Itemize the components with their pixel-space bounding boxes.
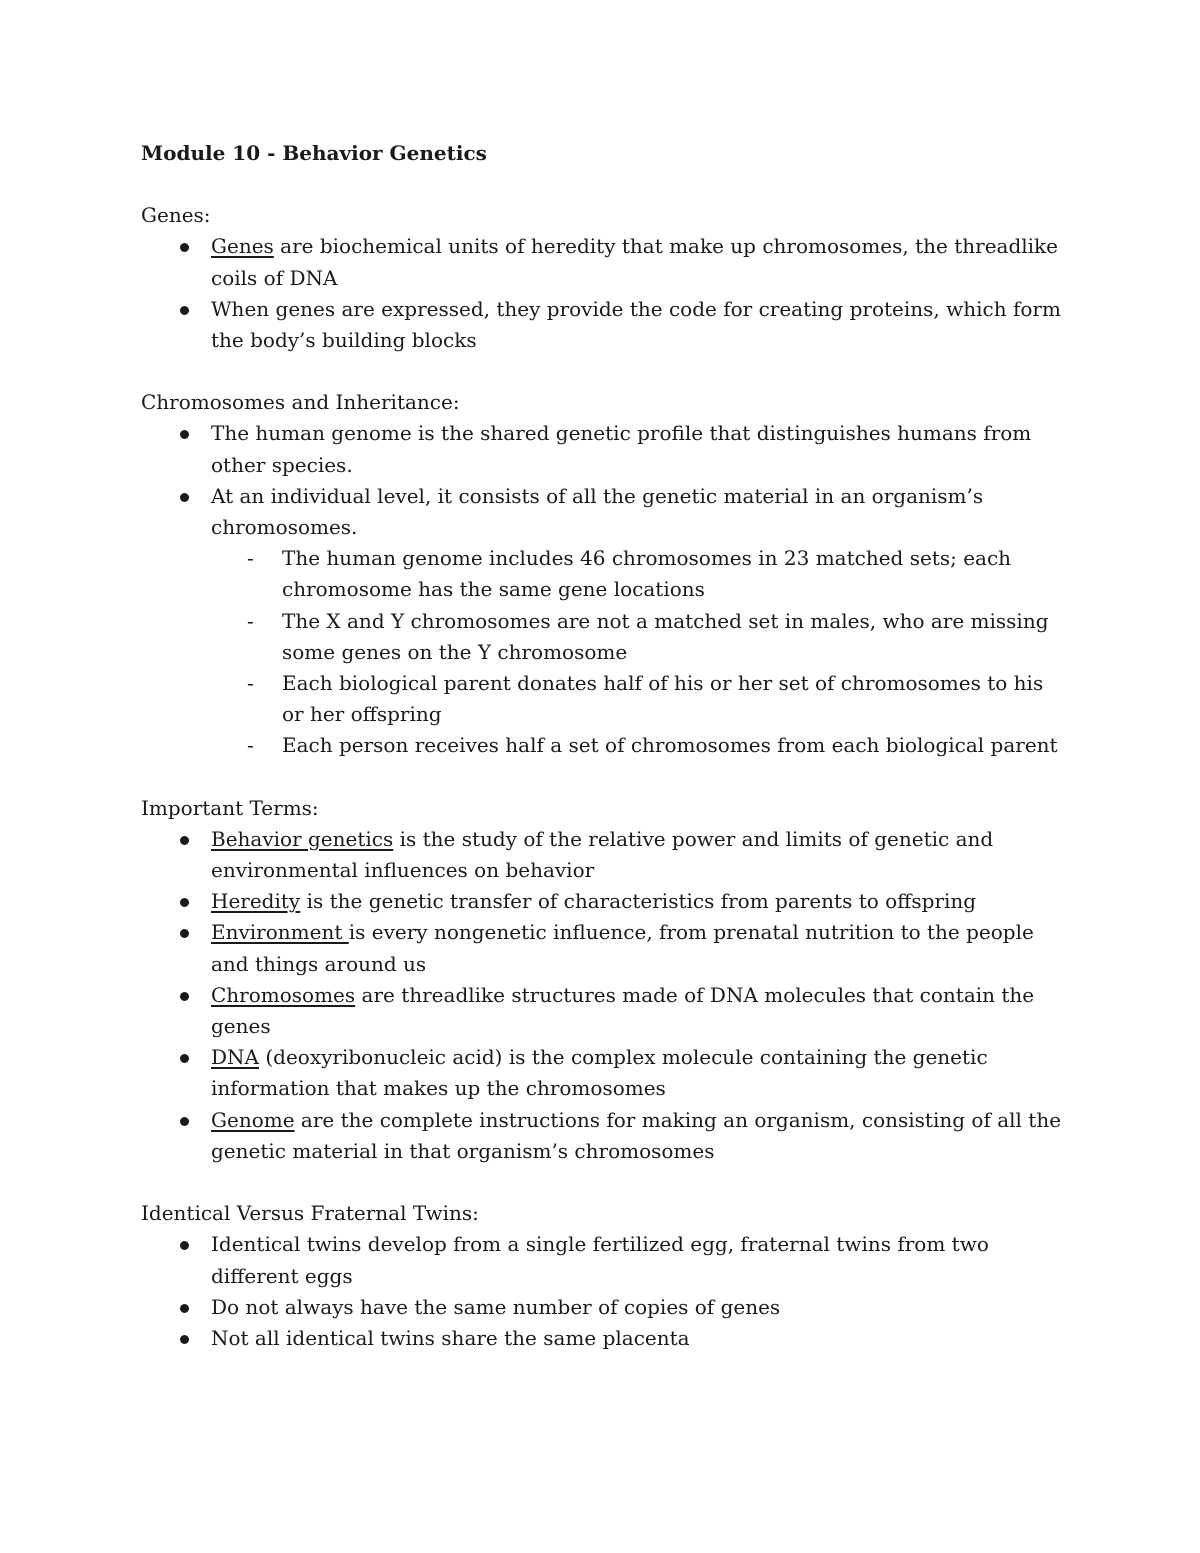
sub-list-item — [211, 543, 1071, 605]
sub-item-text: Each biological parent donates half of his or her set of chromosomes to his or her offspring — [282, 671, 1044, 727]
bullet-icon — [180, 1117, 189, 1126]
list-item — [141, 824, 1071, 886]
item-text: The human genome is the shared genetic profile that distinguishes humans from other species. — [211, 421, 1032, 477]
term-label: Chromosomes — [211, 982, 356, 1007]
bullet-list — [141, 231, 1071, 356]
list-item — [141, 917, 1071, 979]
section-heading: Important Terms: — [141, 795, 319, 820]
bullet-icon — [180, 493, 189, 502]
bullet-icon — [180, 430, 189, 439]
item-text: Do not always have the same number of copies of genes — [211, 1294, 781, 1319]
bullet-list — [141, 1229, 1071, 1354]
bullet-icon — [180, 243, 189, 252]
bullet-icon — [180, 992, 189, 1001]
sub-item-text: The X and Y chromosomes are not a matched set in males, who are missing some genes on the Y chromosome — [282, 608, 1049, 664]
bullet-icon — [180, 1054, 189, 1063]
term-label: Genome — [211, 1107, 295, 1132]
bullet-icon — [180, 306, 189, 315]
list-item — [141, 481, 1071, 762]
list-item — [141, 1229, 1071, 1291]
list-item — [141, 231, 1071, 293]
term-label: DNA — [211, 1045, 259, 1070]
term-label: Environment — [211, 920, 349, 945]
section-genes — [141, 200, 1071, 356]
dash-icon: - — [247, 733, 254, 758]
bullet-icon — [180, 898, 189, 907]
item-text: Identical twins develop from a single fertilized egg, fraternal twins from two different eggs — [211, 1232, 989, 1288]
bullet-icon — [180, 1304, 189, 1313]
list-item — [141, 418, 1071, 480]
page-title: Module 10 - Behavior Genetics — [141, 141, 487, 165]
list-item — [141, 980, 1071, 1042]
item-text: is the study of the relative power and limits of genetic and environmental influences on behavior — [211, 826, 994, 883]
sub-list-item — [211, 668, 1071, 730]
item-text: are biochemical units of heredity that make up chromosomes, the threadlike coils of DNA — [211, 234, 1059, 290]
list-item — [141, 294, 1071, 356]
item-text: are the complete instructions for making an organism, consisting of all the genetic material in that organism’s chromosomes — [211, 1107, 1062, 1163]
term-label: Genes — [211, 234, 274, 259]
item-text: is the genetic transfer of characteristics from parents to offspring — [300, 889, 977, 914]
section-heading: Chromosomes and Inheritance: — [141, 390, 460, 415]
section-twins — [141, 1198, 1071, 1354]
list-item — [141, 1292, 1071, 1323]
sub-list — [211, 543, 1071, 761]
item-text: are threadlike structures made of DNA molecules that contain the genes — [211, 982, 1035, 1039]
list-item — [141, 886, 1071, 917]
document-page — [141, 138, 1071, 1385]
section-important-terms — [141, 793, 1071, 1167]
bullet-list — [141, 418, 1071, 761]
bullet-list — [141, 824, 1071, 1167]
list-item — [141, 1105, 1071, 1167]
dash-icon: - — [247, 671, 254, 696]
term-label: Behavior genetics — [211, 826, 394, 851]
sub-item-text: Each person receives half a set of chromosomes from each biological parent — [282, 733, 1058, 758]
bullet-icon — [180, 836, 189, 845]
section-chromosomes — [141, 387, 1071, 761]
term-label: Heredity — [211, 889, 301, 914]
list-item — [141, 1323, 1071, 1354]
section-heading: Identical Versus Fraternal Twins: — [141, 1201, 479, 1226]
list-item — [141, 1042, 1071, 1104]
item-text: is every nongenetic influence, from prenatal nutrition to the people and things around us — [211, 920, 1034, 976]
sub-list-item — [211, 730, 1071, 761]
sub-item-text: The human genome includes 46 chromosomes in 23 matched sets; each chromosome has the same gene locations — [282, 546, 1012, 602]
bullet-icon — [180, 929, 189, 938]
section-heading: Genes: — [141, 203, 211, 228]
bullet-icon — [180, 1241, 189, 1250]
dash-icon: - — [247, 608, 254, 633]
sub-list-item — [211, 606, 1071, 668]
item-text: When genes are expressed, they provide the code for creating proteins, which form the body’s building blocks — [211, 296, 1061, 353]
bullet-icon — [180, 1335, 189, 1344]
item-text: (deoxyribonucleic acid) is the complex molecule containing the genetic information that makes up the chromosomes — [211, 1045, 988, 1101]
dash-icon: - — [247, 546, 254, 571]
item-text: At an individual level, it consists of all the genetic material in an organism’s chromosomes. — [211, 483, 984, 540]
item-text: Not all identical twins share the same placenta — [211, 1325, 690, 1350]
